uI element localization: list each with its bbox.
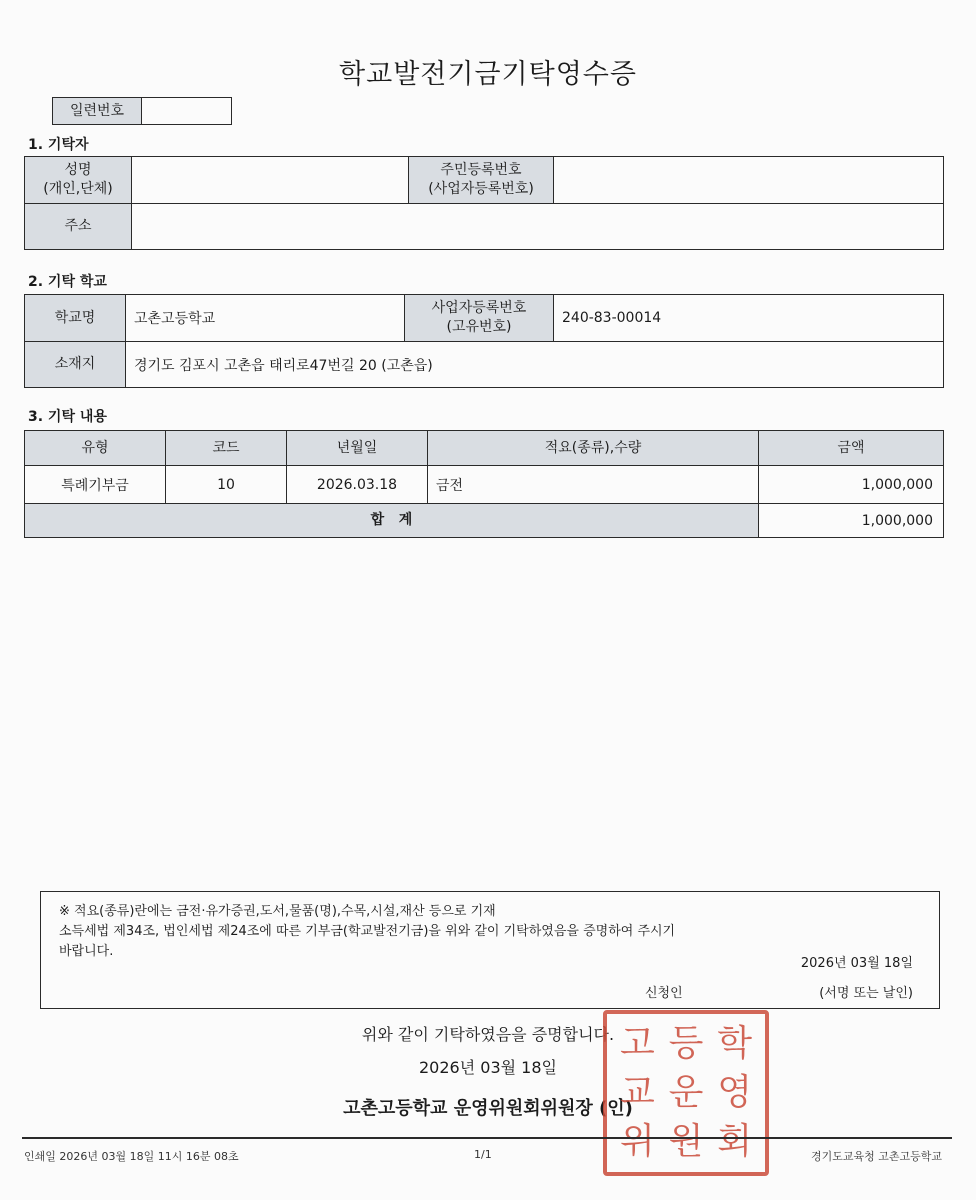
seal-char: 운 [668, 1071, 704, 1113]
serial-number-label: 일련번호 [53, 98, 142, 125]
donor-name-label-line2: (개인,단체) [43, 181, 113, 197]
total-label: 합 계 [25, 504, 759, 538]
donor-name-value [132, 157, 409, 204]
section-contents-heading: 3. 기탁 내용 [28, 409, 107, 425]
table-row [25, 466, 944, 504]
notice-line-1: ※ 적요(종류)란에는 금전·유가증권,도서,물품(명),수목,시설,재산 등으로 기재 [59, 904, 496, 919]
footer-printed-at: 인쇄일 2026년 03월 18일 11시 16분 08초 [24, 1150, 239, 1163]
school-name-label: 학교명 [25, 295, 126, 342]
notice-date: 2026년 03월 18일 [800, 956, 913, 971]
school-bizno-value: 240-83-00014 [554, 295, 944, 342]
certification-statement: 위와 같이 기탁하였음을 증명합니다. [361, 1025, 615, 1044]
contents-header-row [25, 431, 944, 466]
seal-char: 영 [717, 1071, 753, 1113]
certification-date: 2026년 03월 18일 [419, 1058, 557, 1077]
donor-address-value [132, 204, 944, 250]
certification-issuer: 고촌고등학교 운영위원회위원장 (인) [343, 1098, 633, 1119]
school-bizno-label [405, 295, 554, 342]
donor-table [24, 156, 944, 250]
footer-divider [22, 1137, 952, 1139]
donor-rrn-label-line2: (사업자등록번호) [428, 181, 534, 197]
serial-number-value [142, 98, 232, 125]
row-code: 10 [166, 466, 287, 504]
donor-name-label-line1: 성명 [64, 162, 92, 178]
seal-char: 학 [717, 1023, 753, 1065]
col-type-header: 유형 [25, 431, 166, 466]
col-code-header: 코드 [166, 431, 287, 466]
document-title: 학교발전기금기탁영수증 [339, 59, 637, 90]
total-amount: 1,000,000 [759, 504, 944, 538]
donor-name-label [25, 157, 132, 204]
donor-rrn-value [554, 157, 944, 204]
seal-char: 고 [619, 1023, 655, 1065]
row-type: 특례기부금 [25, 466, 166, 504]
school-bizno-label-line1: 사업자등록번호 [431, 300, 527, 316]
footer-page-number: 1/1 [474, 1148, 492, 1161]
school-name-value: 고촌고등학교 [126, 295, 405, 342]
section-school-heading: 2. 기탁 학교 [28, 274, 107, 290]
seal-char: 회 [717, 1120, 753, 1162]
signature-hint: (서명 또는 날인) [819, 986, 913, 1001]
col-amount-header: 금액 [759, 431, 944, 466]
notice-line-3: 바랍니다. [59, 944, 114, 959]
applicant-label: 신청인 [645, 986, 683, 1001]
contents-table [24, 430, 944, 538]
seal-char: 교 [619, 1071, 655, 1113]
col-date-header: 년월일 [287, 431, 428, 466]
row-desc: 금전 [428, 466, 759, 504]
donor-rrn-label-line1: 주민등록번호 [440, 162, 522, 178]
school-location-value: 경기도 김포시 고촌읍 태리로47번길 20 (고촌읍) [126, 342, 944, 388]
seal-char: 등 [668, 1023, 704, 1065]
donor-rrn-label [409, 157, 554, 204]
donor-address-label: 주소 [25, 204, 132, 250]
seal-char: 원 [668, 1120, 704, 1162]
school-table [24, 294, 944, 388]
school-location-label: 소재지 [25, 342, 126, 388]
seal-char: 위 [619, 1120, 655, 1162]
row-amount: 1,000,000 [759, 466, 944, 504]
row-date: 2026.03.18 [287, 466, 428, 504]
school-bizno-label-line2: (고유번호) [446, 319, 512, 335]
notice-line-2: 소득세법 제34조, 법인세법 제24조에 따른 기부금(학교발전기금)을 위와 같이 기탁하였음을 증명하여 주시기 [59, 924, 676, 939]
section-donor-heading: 1. 기탁자 [28, 137, 89, 153]
total-row [25, 504, 944, 538]
official-seal-stamp [603, 1010, 769, 1176]
footer-organization: 경기도교육청 고촌고등학교 [810, 1150, 942, 1163]
serial-number-table [52, 97, 232, 125]
notice-box [40, 891, 940, 1009]
col-desc-header: 적요(종류),수량 [428, 431, 759, 466]
